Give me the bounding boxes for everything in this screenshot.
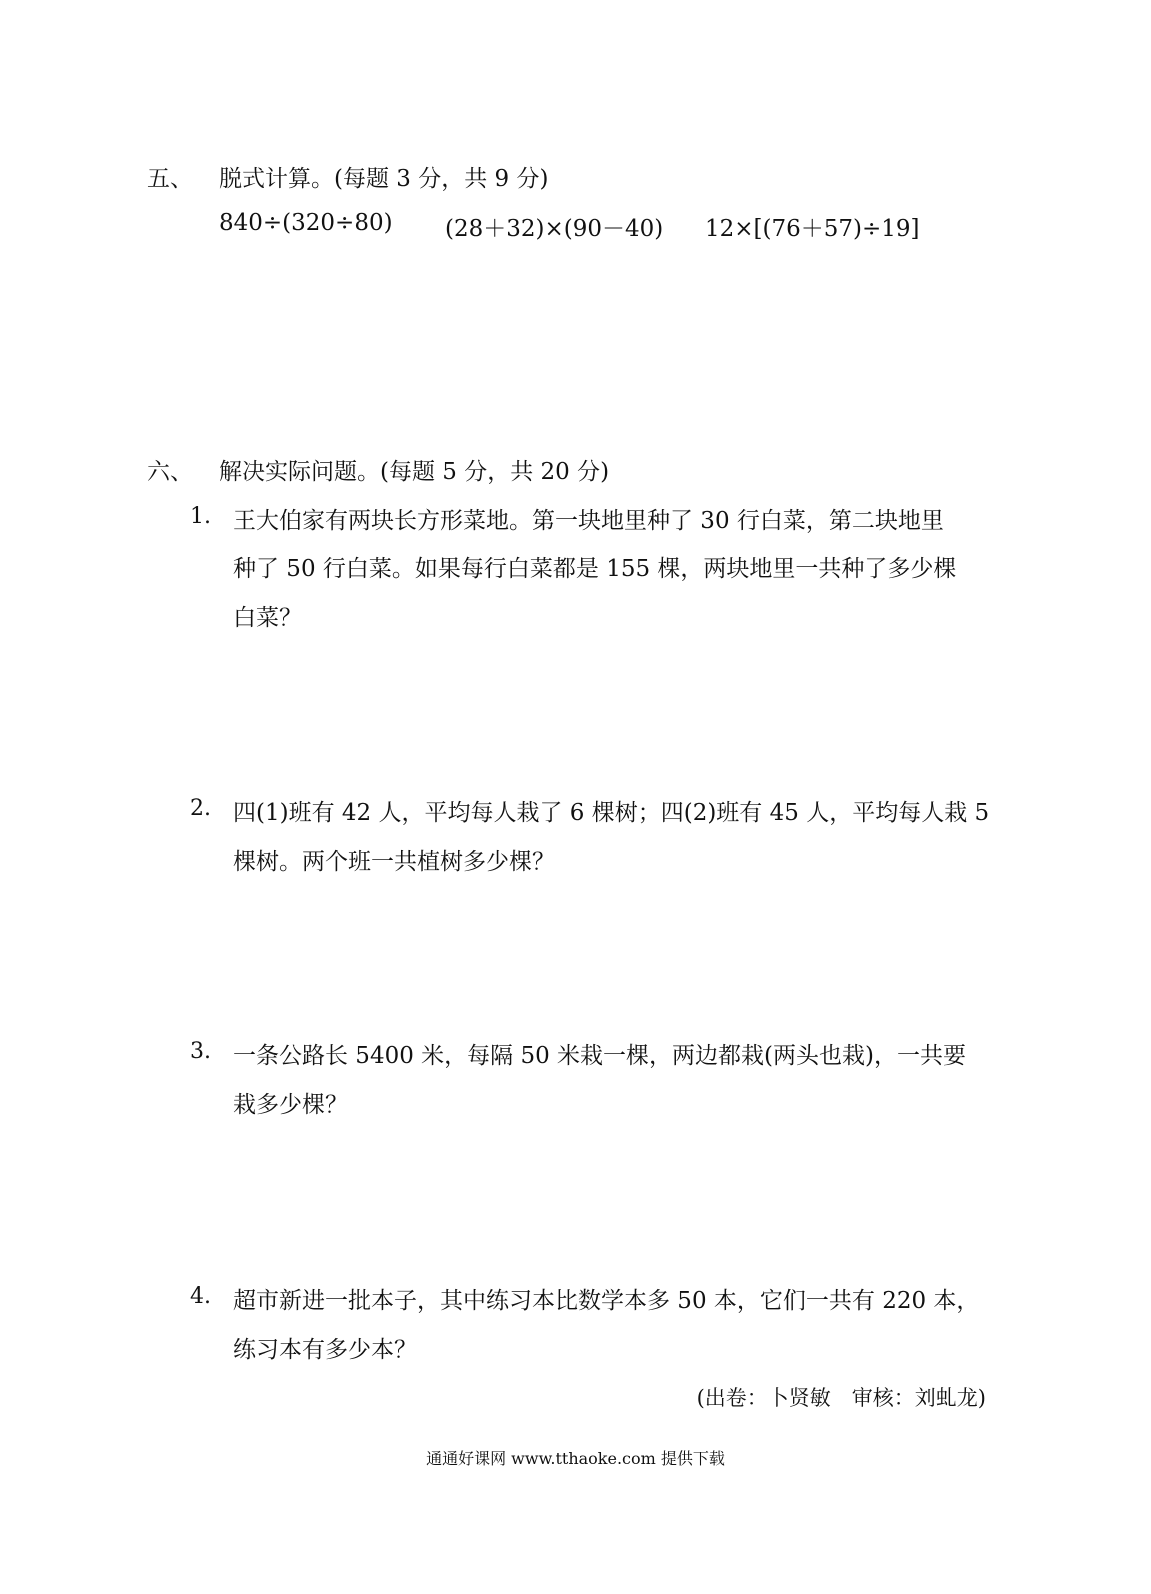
question-1-line-2: 种了 50 行白菜。如果每行白菜都是 155 棵，两块地里一共种了多少棵: [233, 556, 957, 582]
footer-source: 通通好课网 www.tthaoke.com 提供下载: [426, 1449, 725, 1468]
section-6-title: 解决实际问题。(每题 5 分，共 20 分): [219, 459, 610, 485]
question-3-line-2: 栽多少棵？: [233, 1092, 348, 1118]
section-5-number: 五、: [147, 166, 193, 192]
question-4-number: 4.: [190, 1284, 211, 1309]
question-1-line-3: 白菜？: [233, 605, 302, 631]
question-4-line-2: 练习本有多少本？: [233, 1337, 417, 1363]
question-2-number: 2.: [190, 796, 211, 821]
question-2-line-1: 四(1)班有 42 人，平均每人栽了 6 棵树；四(2)班有 45 人，平均每人栽 5: [233, 800, 990, 826]
expression-3: 12×[(76＋57)÷19]: [705, 216, 920, 242]
question-1-number: 1.: [190, 504, 211, 529]
question-3-number: 3.: [190, 1039, 211, 1064]
expression-1: 840÷(320÷80): [219, 210, 393, 236]
question-3-line-1: 一条公路长 5400 米，每隔 50 米栽一棵，两边都栽(两头也栽)，一共要: [233, 1043, 966, 1069]
expression-2: (28＋32)×(90－40): [445, 216, 664, 242]
section-5-title: 脱式计算。(每题 3 分，共 9 分): [219, 166, 549, 192]
question-1-line-1: 王大伯家有两块长方形菜地。第一块地里种了 30 行白菜，第二块地里: [233, 508, 944, 534]
section-6-number: 六、: [147, 459, 193, 485]
question-2-line-2: 棵树。两个班一共植树多少棵？: [233, 849, 555, 875]
exam-credit: (出卷：卜贤敏 审核：刘虬龙): [696, 1386, 986, 1410]
question-4-line-1: 超市新进一批本子，其中练习本比数学本多 50 本，它们一共有 220 本，: [233, 1288, 980, 1314]
